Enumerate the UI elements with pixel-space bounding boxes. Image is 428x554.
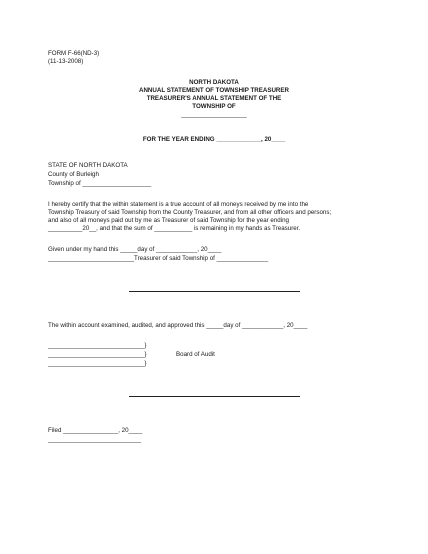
certification-line-3: and also of all moneys paid out by me as Treasurer of said Township for the year ending [48,217,289,224]
county-line: County of Burleigh [48,171,99,178]
certification-line-4: __________20__, and that the sum of ___________ is remaining in my hands as Treasurer. [48,225,301,232]
separator-rule-2 [129,396,300,397]
year-ending: FOR THE YEAR ENDING _____________, 20____ [142,136,286,143]
township-name-blank: ___________________ [181,111,247,118]
given-under-hand: Given under my hand this _____day of ____________, 20____ [48,246,222,253]
certification-line-1: I hereby certify that the within statement is a true account of all moneys received by me into the [48,201,309,208]
state-line: STATE OF NORTH DAKOTA [48,162,128,169]
separator-rule-1 [129,291,300,292]
auditor-signature-3: ____________________________} [48,360,147,367]
board-of-audit-label: Board of Audit [176,351,215,358]
filed-line: Filed ________________, 20____ [48,427,143,434]
heading-subtitle: TREASURER'S ANNUAL STATEMENT OF THE [146,95,282,102]
township-line: Township of ____________________ [48,180,152,187]
treasurer-signature-line: _________________________Treasurer of said Township of _______________ [48,255,269,262]
audit-statement: The within account examined, audited, and approved this _____day of ____________, 20____ [48,322,308,329]
form-number: FORM F-66(ND-3) [48,50,100,57]
heading-state: NORTH DAKOTA [189,79,239,86]
form-revision: (11-13-2008) [48,58,84,65]
auditor-signature-1: ____________________________} [48,342,147,349]
auditor-signature-2: ____________________________} [48,351,147,358]
heading-title: ANNUAL STATEMENT OF TOWNSHIP TREASURER [139,87,289,94]
certification-line-2: Township Treasury of said Township from the County Treasurer, and from all other officers and persons; [48,209,332,216]
heading-township: TOWNSHIP OF [192,103,236,110]
filed-signature-line: ___________________________ [48,436,141,443]
